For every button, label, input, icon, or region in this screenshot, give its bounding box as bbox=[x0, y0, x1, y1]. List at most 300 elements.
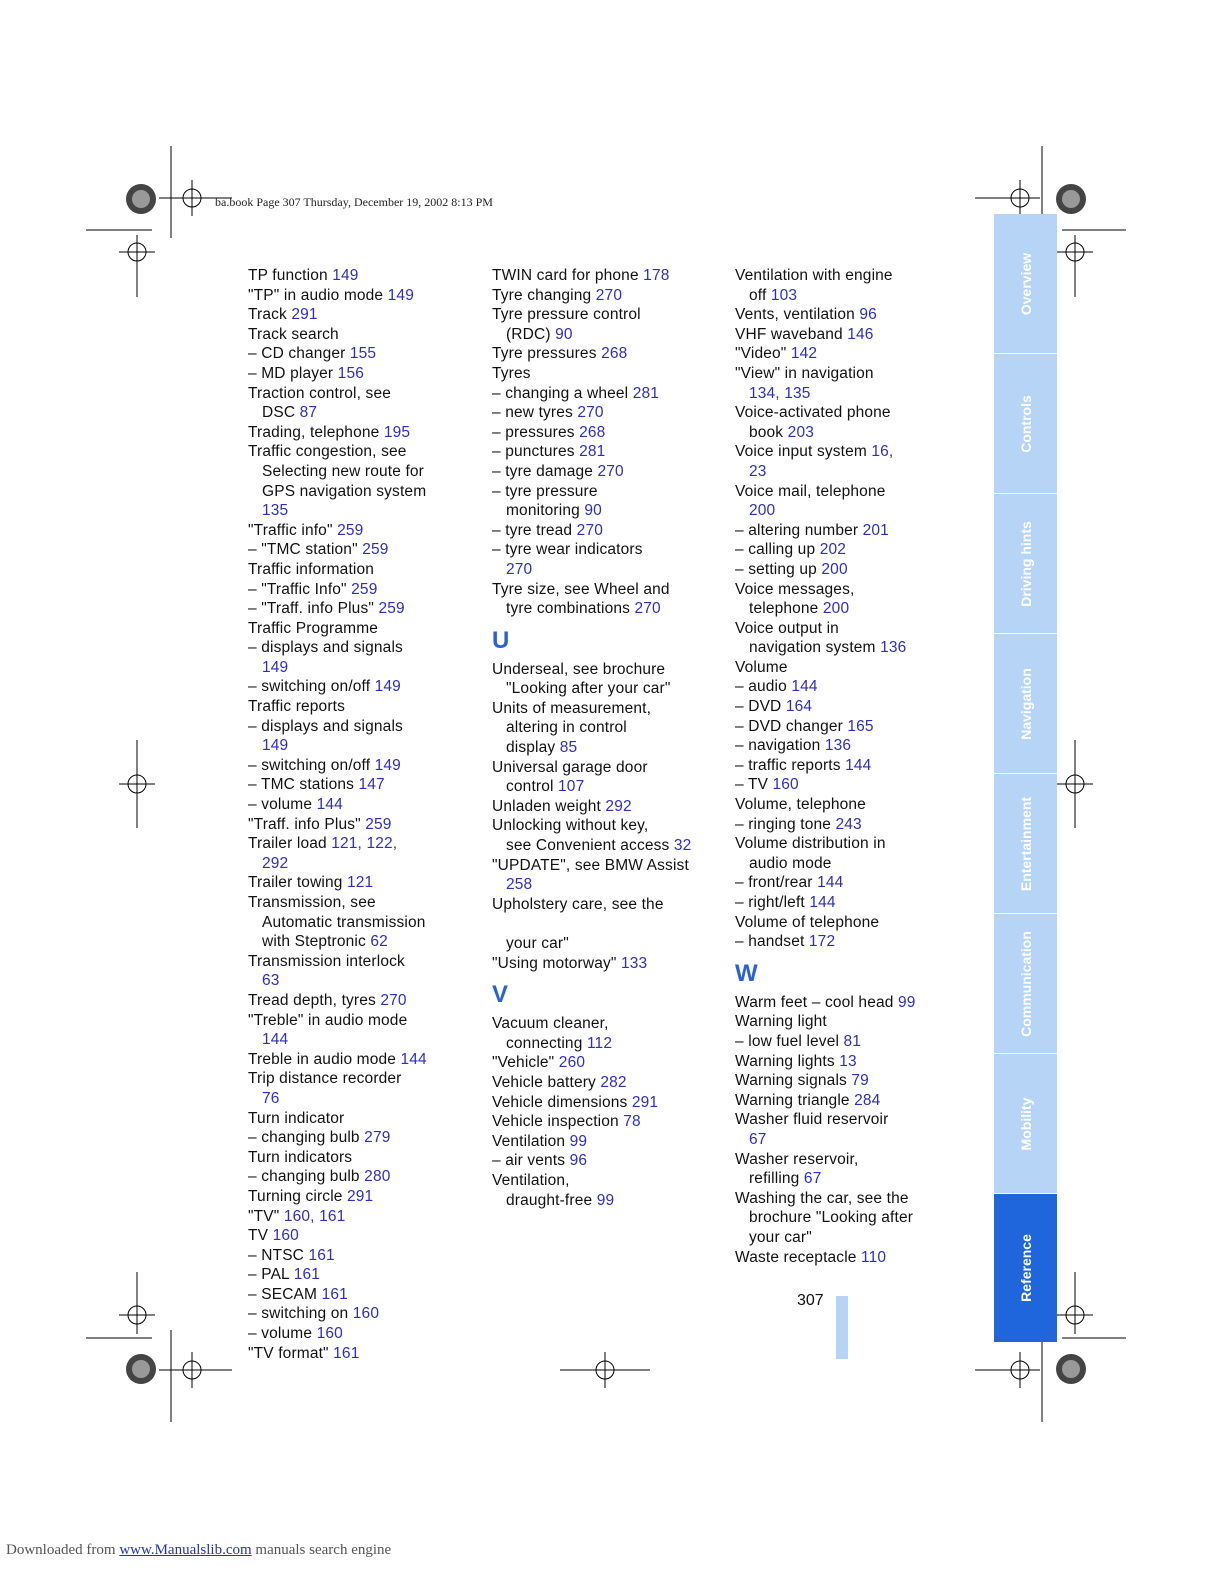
index-entry bbox=[248, 266, 488, 286]
page-reference[interactable]: 144 bbox=[809, 894, 836, 911]
page-reference[interactable]: 144 bbox=[262, 1031, 289, 1049]
index-entry bbox=[492, 758, 732, 797]
index-term: "Traffic info" bbox=[248, 521, 338, 539]
index-entry bbox=[248, 344, 488, 364]
page-reference[interactable]: 87 bbox=[299, 404, 318, 422]
index-entry bbox=[492, 816, 732, 855]
index-term: – tyre wear indicators bbox=[492, 541, 643, 559]
index-term: Tyre changing bbox=[492, 286, 596, 304]
page-reference[interactable]: 144 bbox=[817, 874, 844, 892]
index-entry bbox=[248, 1128, 488, 1148]
index-term: "TP" in audio mode bbox=[248, 286, 388, 304]
index-term: Traffic reports bbox=[248, 698, 345, 716]
page-reference[interactable]: 90 bbox=[555, 325, 573, 343]
index-entry bbox=[492, 895, 732, 954]
page-reference[interactable]: 142 bbox=[790, 345, 818, 363]
page-reference[interactable]: 292 bbox=[605, 797, 632, 815]
index-term: – switching on/off bbox=[248, 678, 375, 696]
index-term: – ringing tone bbox=[735, 815, 836, 833]
index-entry bbox=[492, 1014, 732, 1053]
page-reference[interactable]: 243 bbox=[835, 815, 862, 833]
tab-entertainment[interactable] bbox=[994, 774, 1057, 913]
index-entry bbox=[248, 1226, 488, 1246]
index-entry bbox=[248, 286, 488, 306]
footer-prefix: Downloaded from bbox=[6, 1542, 120, 1558]
index-term: – TMC stations bbox=[248, 776, 359, 794]
index-term: Warning lights bbox=[735, 1052, 840, 1070]
index-term: "TV" bbox=[248, 1207, 284, 1225]
index-entry bbox=[248, 815, 488, 835]
index-term: Voice output in bbox=[735, 619, 839, 637]
page-reference[interactable]: 78 bbox=[623, 1113, 641, 1131]
index-term: Traffic Programme bbox=[248, 619, 379, 637]
page-reference[interactable]: 121 bbox=[347, 874, 374, 892]
page-reference[interactable]: 282 bbox=[600, 1073, 627, 1091]
index-term: "Video" bbox=[735, 345, 791, 363]
index-entry bbox=[248, 756, 488, 776]
page-reference[interactable]: 63 bbox=[262, 972, 280, 990]
index-term: Tread depth, tyres bbox=[248, 991, 381, 1009]
index-entry bbox=[735, 913, 975, 933]
index-entry bbox=[735, 736, 975, 756]
index-term: – MD player bbox=[248, 364, 338, 382]
page-reference[interactable]: 284 bbox=[854, 1091, 881, 1109]
index-entry bbox=[492, 462, 732, 482]
index-term: "Traff. info Plus" bbox=[248, 815, 366, 833]
index-entry bbox=[735, 305, 975, 325]
index-entry bbox=[492, 954, 732, 974]
page-reference[interactable]: 99 bbox=[596, 1191, 615, 1209]
page-reference[interactable]: 144 bbox=[845, 756, 872, 774]
page-reference[interactable]: 281 bbox=[579, 443, 606, 461]
index-term: (RDC) bbox=[506, 325, 556, 343]
page-reference[interactable]: 67 bbox=[749, 1130, 767, 1148]
page-reference[interactable]: 133 bbox=[620, 954, 648, 972]
index-term: Washer fluid reservoir bbox=[735, 1111, 889, 1129]
index-term: – DVD bbox=[735, 698, 786, 716]
page-reference[interactable]: 96 bbox=[569, 1152, 588, 1170]
page-reference[interactable]: 160 bbox=[772, 776, 799, 794]
page-reference[interactable]: 62 bbox=[370, 933, 388, 951]
page-reference[interactable]: 81 bbox=[843, 1032, 862, 1050]
page-reference[interactable]: 99 bbox=[897, 993, 916, 1011]
index-term: with Steptronic bbox=[262, 933, 371, 951]
tab-label: Communication bbox=[1017, 930, 1034, 1037]
index-term: – low fuel level bbox=[735, 1032, 844, 1050]
index-term: – volume bbox=[248, 1325, 317, 1343]
index-term: – right/left bbox=[735, 894, 810, 911]
index-entry bbox=[492, 540, 732, 579]
page-reference[interactable]: 110 bbox=[861, 1248, 887, 1266]
index-entry bbox=[248, 580, 488, 600]
tab-mobility[interactable] bbox=[994, 1054, 1057, 1193]
page-reference[interactable]: 259 bbox=[337, 521, 364, 539]
page-reference[interactable]: 259 bbox=[365, 815, 392, 833]
index-term: Voice-activated phone bbox=[735, 404, 891, 422]
index-entry bbox=[735, 1071, 975, 1091]
print-header: ba.book Page 307 Thursday, December 19, 2002 8:13 PM bbox=[215, 195, 493, 209]
index-term: control bbox=[506, 778, 559, 796]
page-reference[interactable]: 156 bbox=[337, 364, 364, 382]
download-footer bbox=[6, 1542, 391, 1559]
tab-reference[interactable] bbox=[994, 1194, 1057, 1342]
index-entry bbox=[492, 423, 732, 443]
page-reference[interactable]: 161 bbox=[293, 1266, 321, 1284]
index-term: "Treble" in audio mode bbox=[248, 1011, 408, 1029]
index-term: – displays and signals bbox=[248, 639, 403, 657]
index-entry bbox=[248, 1324, 488, 1344]
index-entry bbox=[735, 521, 975, 541]
index-entry bbox=[735, 1110, 975, 1149]
index-entry bbox=[248, 795, 488, 815]
page-reference[interactable]: 270 bbox=[506, 560, 533, 578]
index-term: Voice input system bbox=[735, 443, 872, 461]
chapter-tabs bbox=[994, 214, 1057, 1343]
index-term: display bbox=[506, 739, 560, 757]
page-reference[interactable]: 270 bbox=[634, 600, 661, 618]
page-reference[interactable]: 292 bbox=[262, 854, 289, 872]
index-entry bbox=[492, 580, 732, 619]
index-entry bbox=[735, 677, 975, 697]
page-reference[interactable]: 178 bbox=[643, 267, 670, 284]
tab-controls[interactable] bbox=[994, 354, 1057, 493]
index-term: Ventilation bbox=[492, 1132, 570, 1150]
index-term: – displays and signals bbox=[248, 717, 403, 735]
index-column-2 bbox=[492, 266, 732, 1210]
index-entry bbox=[492, 1112, 732, 1132]
page-reference[interactable]: 135 bbox=[262, 502, 289, 520]
index-entry bbox=[248, 638, 488, 677]
page-reference[interactable]: 200 bbox=[822, 600, 850, 618]
index-term: – changing bulb bbox=[248, 1129, 365, 1147]
page-reference[interactable]: 291 bbox=[347, 1187, 374, 1205]
index-term: – tyre damage bbox=[492, 462, 598, 480]
page-reference[interactable]: 149 bbox=[374, 678, 401, 696]
index-entry bbox=[735, 932, 975, 952]
index-entry bbox=[735, 775, 975, 795]
index-term: Tyre pressure control bbox=[492, 306, 641, 324]
page-reference[interactable]: 161 bbox=[333, 1344, 360, 1362]
tab-label: Navigation bbox=[1017, 667, 1034, 740]
index-term: Traction control, see bbox=[248, 384, 391, 402]
index-term: Selecting new route for bbox=[262, 462, 424, 480]
index-term: Washer reservoir, bbox=[735, 1150, 859, 1168]
index-term: – TV bbox=[735, 776, 773, 794]
page-reference[interactable]: 103 bbox=[770, 286, 798, 304]
page-reference[interactable]: 165 bbox=[847, 717, 874, 735]
page-reference[interactable]: 149 bbox=[332, 267, 359, 284]
index-term: – changing bulb bbox=[248, 1168, 365, 1186]
page-reference[interactable]: 160 bbox=[316, 1325, 343, 1343]
index-term: draught-free bbox=[506, 1191, 597, 1209]
index-term: – pressures bbox=[492, 423, 580, 441]
page-reference[interactable]: 279 bbox=[364, 1129, 391, 1147]
index-term: GPS navigation system bbox=[262, 482, 427, 500]
index-entry bbox=[735, 619, 975, 658]
page-reference[interactable]: 121, 122, bbox=[331, 835, 398, 853]
index-entry bbox=[248, 1265, 488, 1285]
index-entry bbox=[248, 325, 488, 345]
page-reference[interactable]: 112 bbox=[586, 1034, 613, 1052]
index-entry bbox=[735, 364, 975, 403]
index-entry bbox=[735, 540, 975, 560]
page-reference[interactable]: 149 bbox=[262, 658, 289, 676]
index-term: – tyre pressure bbox=[492, 482, 598, 500]
index-term: Turn indicators bbox=[248, 1148, 353, 1166]
page-reference[interactable]: 270 bbox=[595, 286, 623, 304]
page-reference[interactable]: 270 bbox=[597, 462, 624, 480]
index-term: Warning signals bbox=[735, 1072, 852, 1090]
index-entry bbox=[248, 1069, 488, 1108]
manualslib-link[interactable]: www.Manualslib.com bbox=[119, 1542, 252, 1558]
index-entry bbox=[248, 991, 488, 1011]
index-term: Turning circle bbox=[248, 1187, 348, 1205]
index-entry bbox=[492, 482, 732, 521]
index-term: Unladen weight bbox=[492, 797, 606, 815]
index-term: Vehicle dimensions bbox=[492, 1093, 632, 1111]
index-entry bbox=[735, 717, 975, 737]
index-entry bbox=[492, 856, 732, 895]
index-entry bbox=[735, 873, 975, 893]
index-entry bbox=[248, 619, 488, 639]
index-term: – handset bbox=[735, 933, 809, 951]
index-term: book bbox=[749, 423, 788, 441]
index-term: TWIN card for phone bbox=[492, 267, 644, 284]
index-entry bbox=[492, 286, 732, 306]
page-reference[interactable]: 201 bbox=[862, 521, 889, 539]
page-reference[interactable]: 67 bbox=[803, 1170, 822, 1188]
index-term: DSC bbox=[262, 404, 300, 422]
index-term: – new tyres bbox=[492, 404, 578, 422]
index-entry bbox=[735, 795, 975, 815]
index-term: your car" bbox=[506, 935, 569, 952]
tab-label: Mobility bbox=[1017, 1097, 1034, 1150]
page-reference[interactable]: 259 bbox=[351, 580, 378, 598]
index-term: Traffic information bbox=[248, 560, 375, 578]
index-entry bbox=[492, 384, 732, 404]
index-term: – tyre tread bbox=[492, 521, 577, 539]
page-reference[interactable]: 200 bbox=[749, 502, 776, 520]
page-reference[interactable]: 259 bbox=[362, 541, 389, 559]
index-term: – "TMC station" bbox=[248, 541, 363, 559]
index-term: Volume, telephone bbox=[735, 796, 866, 814]
index-entry bbox=[248, 1050, 488, 1070]
index-term: Volume bbox=[735, 658, 788, 676]
index-entry bbox=[248, 521, 488, 541]
page-reference[interactable]: 79 bbox=[851, 1072, 869, 1090]
index-entry bbox=[492, 403, 732, 423]
index-entry bbox=[248, 1109, 488, 1129]
page-reference[interactable]: 23 bbox=[749, 462, 767, 480]
page-reference[interactable]: 149 bbox=[262, 737, 289, 755]
index-term: refilling bbox=[749, 1170, 804, 1188]
page-reference[interactable]: 144 bbox=[400, 1050, 427, 1068]
page-reference[interactable]: 270 bbox=[576, 521, 603, 539]
index-term: audio mode bbox=[749, 854, 832, 872]
index-term: Vehicle battery bbox=[492, 1073, 601, 1091]
page-reference[interactable]: 160 bbox=[352, 1305, 380, 1323]
page-reference[interactable]: 76 bbox=[262, 1089, 280, 1107]
index-entry bbox=[248, 560, 488, 580]
page-reference[interactable]: 107 bbox=[558, 778, 585, 796]
index-entry bbox=[492, 1073, 732, 1093]
page-reference[interactable]: 144 bbox=[316, 796, 343, 814]
index-entry bbox=[735, 344, 975, 364]
page-reference[interactable]: 291 bbox=[631, 1093, 659, 1111]
index-entry bbox=[248, 1011, 488, 1050]
index-entry bbox=[248, 717, 488, 756]
tab-overview[interactable] bbox=[994, 214, 1057, 353]
index-entry bbox=[248, 364, 488, 384]
tab-label: Entertainment bbox=[1017, 796, 1034, 891]
page-reference[interactable]: 291 bbox=[291, 306, 318, 324]
page-reference[interactable]: 268 bbox=[601, 345, 628, 363]
index-term: Automatic transmission bbox=[262, 913, 426, 931]
index-entry bbox=[492, 699, 732, 758]
index-term: Track bbox=[248, 306, 292, 324]
index-term: Transmission interlock bbox=[248, 952, 405, 970]
page-reference[interactable]: 268 bbox=[579, 423, 606, 441]
index-entry bbox=[735, 1248, 975, 1268]
page-reference[interactable]: 99 bbox=[569, 1132, 588, 1150]
index-entry bbox=[248, 677, 488, 697]
index-entry bbox=[735, 442, 975, 481]
index-entry bbox=[492, 797, 732, 817]
index-entry bbox=[735, 697, 975, 717]
index-entry bbox=[735, 560, 975, 580]
index-term: Ventilation, bbox=[492, 1171, 570, 1189]
index-term: Waste receptacle bbox=[735, 1248, 862, 1266]
index-entry bbox=[248, 1304, 488, 1324]
index-entry bbox=[248, 775, 488, 795]
index-term: – PAL bbox=[248, 1266, 294, 1284]
section-letter: W bbox=[735, 959, 758, 987]
index-term: Washing the car, see the bbox=[735, 1189, 909, 1207]
index-term: – switching on/off bbox=[248, 756, 375, 774]
page-reference[interactable]: 195 bbox=[383, 423, 411, 441]
index-entry bbox=[735, 993, 975, 1013]
index-entry bbox=[248, 873, 488, 893]
page-reference[interactable]: 136 bbox=[880, 639, 907, 657]
page-reference[interactable]: 160 bbox=[272, 1227, 299, 1245]
index-term: – audio bbox=[735, 678, 792, 696]
page-reference[interactable]: 144 bbox=[791, 678, 818, 696]
page-reference[interactable]: 155 bbox=[349, 345, 377, 363]
index-entry bbox=[248, 1187, 488, 1207]
page-reference[interactable]: 260 bbox=[558, 1054, 586, 1072]
index-term: "Looking after your car" bbox=[506, 680, 671, 698]
index-entry bbox=[492, 1053, 732, 1073]
page-reference[interactable]: 164 bbox=[785, 698, 813, 716]
index-entry bbox=[492, 521, 732, 541]
index-term: Unlocking without key, bbox=[492, 817, 649, 835]
page-reference[interactable]: 200 bbox=[821, 560, 848, 578]
index-term: Tyre pressures bbox=[492, 345, 602, 363]
tab-communication[interactable] bbox=[994, 914, 1057, 1053]
page-reference[interactable]: 203 bbox=[787, 423, 814, 441]
page-reference[interactable]: 147 bbox=[358, 776, 385, 794]
page-reference[interactable]: 16, bbox=[871, 443, 894, 461]
index-term: Track search bbox=[248, 325, 339, 343]
page-reference[interactable]: 161 bbox=[321, 1285, 348, 1303]
page-reference[interactable]: 258 bbox=[506, 876, 533, 894]
index-entry bbox=[735, 834, 975, 873]
index-term: Warning triangle bbox=[735, 1091, 855, 1109]
page-reference[interactable]: 160, 161 bbox=[283, 1207, 346, 1225]
index-entry bbox=[735, 1032, 975, 1052]
index-term: "Using motorway" bbox=[492, 954, 621, 972]
page-reference[interactable]: 13 bbox=[839, 1052, 857, 1070]
index-term: "UPDATE", see BMW Assist bbox=[492, 856, 689, 874]
index-term: Trading, telephone bbox=[248, 423, 384, 441]
index-entry bbox=[735, 893, 975, 913]
page-reference[interactable]: 281 bbox=[632, 384, 660, 402]
page-reference[interactable]: 270 bbox=[577, 404, 604, 422]
index-entry bbox=[248, 384, 488, 423]
page-reference[interactable]: 172 bbox=[808, 933, 836, 951]
index-term: Vehicle inspection bbox=[492, 1113, 624, 1131]
index-term: – DVD changer bbox=[735, 717, 848, 735]
page-reference[interactable]: 90 bbox=[584, 502, 602, 520]
index-term: Traffic congestion, see bbox=[248, 443, 407, 461]
page-reference[interactable]: 149 bbox=[387, 286, 414, 304]
index-term: – "Traff. info Plus" bbox=[248, 600, 379, 618]
page-reference[interactable]: 270 bbox=[380, 991, 407, 1009]
index-entry bbox=[735, 580, 975, 619]
index-term: navigation system bbox=[749, 639, 881, 657]
page-reference[interactable]: 134, 135 bbox=[749, 384, 811, 402]
index-entry bbox=[492, 660, 732, 699]
page-reference[interactable]: 96 bbox=[859, 306, 877, 324]
page-reference[interactable]: 85 bbox=[559, 739, 578, 757]
index-term: Turn indicator bbox=[248, 1109, 345, 1127]
page-reference[interactable]: 280 bbox=[364, 1168, 391, 1186]
tab-navigation[interactable] bbox=[994, 634, 1057, 773]
index-term: Units of measurement, bbox=[492, 699, 652, 717]
index-entry bbox=[735, 815, 975, 835]
index-entry bbox=[735, 266, 975, 305]
index-entry bbox=[492, 266, 732, 286]
index-term: monitoring bbox=[506, 502, 585, 520]
index-term: – altering number bbox=[735, 521, 863, 539]
index-term: – volume bbox=[248, 796, 317, 814]
index-entry bbox=[248, 442, 488, 520]
page-reference[interactable]: 146 bbox=[847, 325, 874, 343]
index-entry bbox=[248, 540, 488, 560]
index-entry bbox=[735, 482, 975, 521]
index-term: brochure "Looking after bbox=[749, 1209, 914, 1227]
index-term: "TV format" bbox=[248, 1344, 334, 1362]
index-term: Warm feet – cool head bbox=[735, 993, 898, 1011]
page-reference[interactable]: 149 bbox=[374, 756, 401, 774]
page-number: 307 bbox=[797, 1292, 824, 1309]
page-reference[interactable]: 32 bbox=[673, 837, 692, 855]
index-term: Universal garage door bbox=[492, 758, 648, 776]
index-entry bbox=[248, 599, 488, 619]
page-reference[interactable]: 161 bbox=[308, 1246, 335, 1264]
index-term: – air vents bbox=[492, 1152, 570, 1170]
page-reference[interactable]: 259 bbox=[378, 600, 405, 618]
index-term: – punctures bbox=[492, 443, 580, 461]
page-reference[interactable]: 202 bbox=[819, 541, 846, 559]
index-entry bbox=[492, 442, 732, 462]
page-reference[interactable]: 136 bbox=[824, 737, 852, 755]
index-entry bbox=[735, 403, 975, 442]
index-entry bbox=[492, 305, 732, 344]
tab-label: Reference bbox=[1017, 1234, 1034, 1302]
index-term: – calling up bbox=[735, 541, 820, 559]
tab-driving-hints[interactable] bbox=[994, 494, 1057, 633]
